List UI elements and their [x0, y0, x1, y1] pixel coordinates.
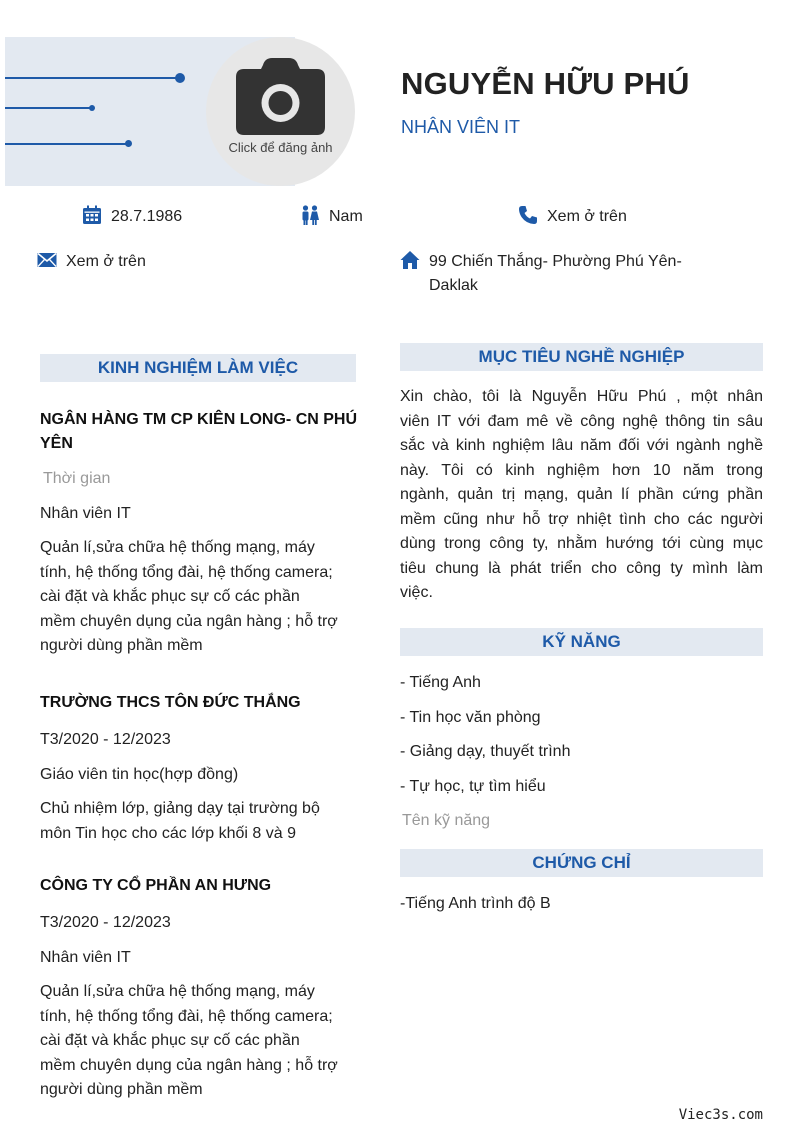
email-text: Xem ở trên: [66, 253, 146, 270]
decor-dot: [125, 140, 132, 147]
photo-caption: Click để đăng ảnh: [228, 140, 333, 155]
decor-line: [5, 107, 91, 109]
objective-line: này. Tôi có kinh nghiệm hơn 10 năm trong: [400, 461, 763, 479]
experience-item: [40, 408, 360, 659]
gender-info: [300, 205, 363, 229]
camera-icon: [235, 57, 326, 136]
period-placeholder[interactable]: Thời gian: [43, 470, 111, 487]
objective-line: mềm cũng như hỗ trợ nhiệt tình cho các người: [400, 510, 763, 528]
email-info: [37, 250, 146, 274]
objective-line: ngành, quản trị mạng, quản lí phần cứng phần: [400, 486, 763, 503]
objective-line: dùng trong công ty, nhằm hướng tới cùng mục: [400, 535, 763, 552]
description-line: tính, hệ thống tổng đài, hệ thống camera;: [40, 1007, 333, 1025]
experience-item: [40, 691, 360, 846]
description-line: mềm chuyên dụng của ngân hàng ; hỗ trợ: [40, 612, 338, 630]
period-text: T3/2020 - 12/2023: [40, 914, 171, 931]
phone-icon: [518, 205, 538, 225]
skill-item: - Tiếng Anh: [400, 674, 481, 691]
experience-item: [40, 874, 360, 1103]
role-text: Giáo viên tin học(hợp đồng): [40, 765, 239, 783]
section-heading-experience: KINH NGHIỆM LÀM VIỆC: [40, 354, 356, 382]
description-line: tính, hệ thống tổng đài, hệ thống camera;: [40, 563, 333, 581]
description-line: cài đặt và khắc phục sự cố các phần: [40, 588, 300, 605]
certificate-item: -Tiếng Anh trình độ B: [400, 895, 551, 912]
decor-line: [5, 143, 127, 145]
company-name: NGÂN HÀNG TM CP KIÊN LONG- CN PHÚ: [40, 411, 358, 428]
company-name: TRƯỜNG THCS TÔN ĐỨC THẮNG: [40, 694, 301, 711]
description-line: người dùng phần mềm: [40, 637, 203, 654]
decor-line: [5, 77, 179, 79]
company-name: CÔNG TY CỔ PHẦN AN HƯNG: [40, 877, 272, 894]
objective-line: việc.: [400, 584, 433, 601]
description-line: Quản lí,sửa chữa hệ thống mạng, máy: [40, 539, 315, 556]
candidate-name: NGUYỄN HỮU PHÚ: [401, 66, 690, 101]
birthday-text: 28.7.1986: [111, 208, 183, 225]
company-name: YÊN: [40, 435, 73, 452]
section-heading-skills: KỸ NĂNG: [400, 628, 763, 656]
description: [40, 797, 360, 846]
skill-placeholder[interactable]: Tên kỹ năng: [402, 812, 491, 829]
decor-dot: [89, 105, 95, 111]
description-line: người dùng phần mềm: [40, 1081, 203, 1098]
description-line: mềm chuyên dụng của ngân hàng ; hỗ trợ: [40, 1056, 338, 1074]
address-line: 99 Chiến Thắng- Phường Phú Yên-: [429, 253, 682, 270]
skill-item: - Tin học văn phòng: [400, 708, 541, 726]
role-text: Nhân viên IT: [40, 948, 131, 966]
period-text: T3/2020 - 12/2023: [40, 731, 171, 748]
skills-list: [400, 671, 763, 834]
candidate-job-title: NHÂN VIÊN IT: [401, 117, 521, 137]
address-info: [400, 250, 682, 298]
objective-line: sắc và kinh nghiệm lâu năm đối với ngành nghề: [400, 437, 763, 454]
description-line: Quản lí,sửa chữa hệ thống mạng, máy: [40, 983, 315, 1000]
description: [40, 536, 360, 659]
home-icon: [400, 250, 420, 270]
objective-line: Xin chào, tôi là Nguyễn Hữu Phú , một nhân: [400, 388, 763, 405]
skill-item: - Giảng dạy, thuyết trình: [400, 743, 571, 760]
section-heading-certificates: CHỨNG CHỈ: [400, 849, 763, 877]
phone-text: Xem ở trên: [547, 208, 627, 225]
decor-dot: [175, 73, 185, 83]
birthday-info: [82, 205, 182, 229]
gender-text: Nam: [329, 208, 363, 225]
description: [40, 980, 360, 1103]
description-line: Chủ nhiệm lớp, giảng dạy tại trường bộ: [40, 800, 320, 817]
gender-icon: [300, 205, 320, 225]
description-line: môn Tin học cho các lớp khối 8 và 9: [40, 824, 296, 842]
objective-text: [400, 385, 763, 606]
phone-info: [518, 205, 627, 229]
description-line: cài đặt và khắc phục sự cố các phần: [40, 1032, 300, 1049]
address-line: Daklak: [429, 277, 478, 294]
email-icon: [37, 250, 57, 270]
avatar-upload[interactable]: [206, 37, 355, 186]
objective-line: viên IT với đam mê về công nghệ thông tin sâu: [400, 412, 763, 430]
skill-item: - Tự học, tự tìm hiểu: [400, 777, 546, 795]
role-text: Nhân viên IT: [40, 504, 131, 522]
calendar-icon: [82, 205, 102, 225]
section-heading-objective: MỤC TIÊU NGHỀ NGHIỆP: [400, 343, 763, 371]
objective-line: tiêu chung là phát triển cho công ty mình làm: [400, 559, 763, 577]
brand-watermark: Viec3s.com: [678, 1107, 763, 1123]
